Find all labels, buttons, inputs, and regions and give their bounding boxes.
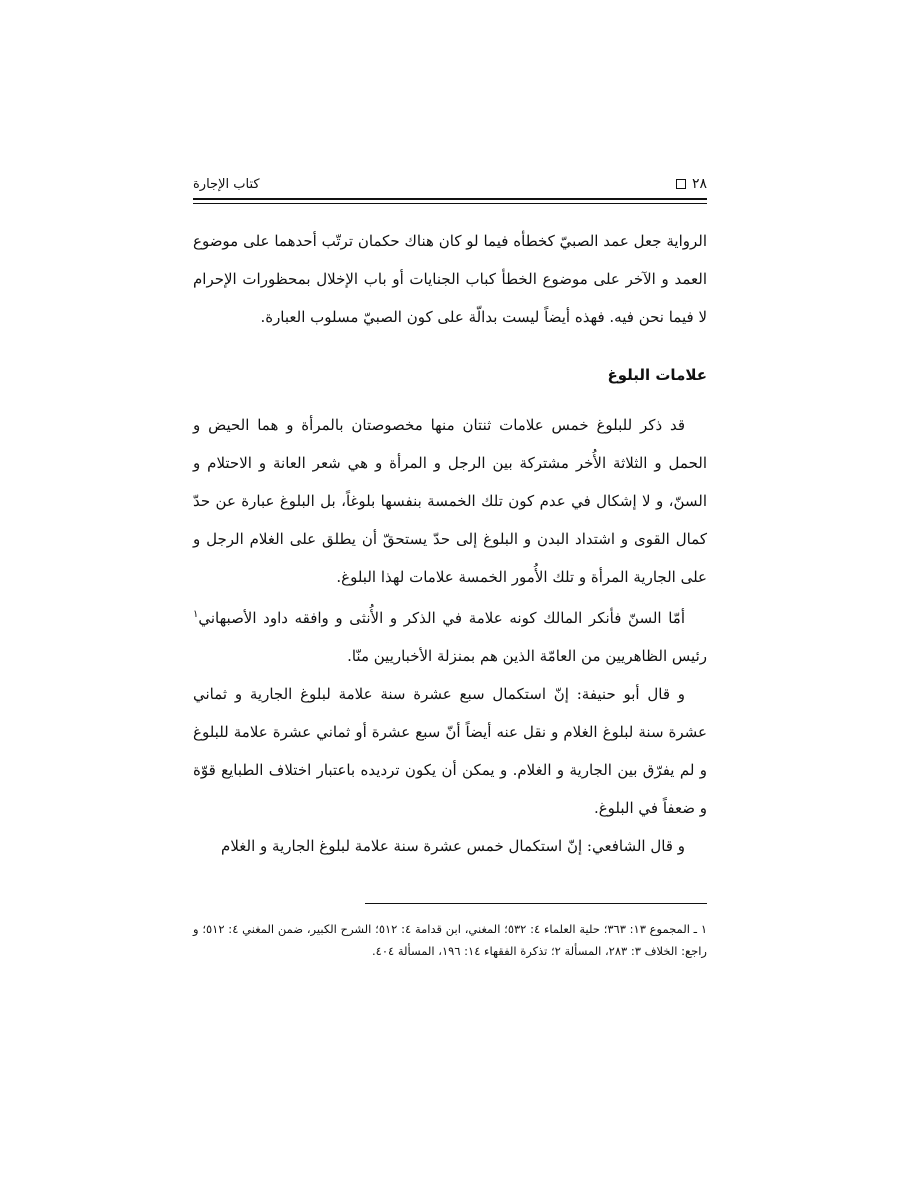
page-number-group — [676, 176, 707, 192]
paragraph-1: الرواية جعل عمد الصبيّ كخطأه فيما لو كان هناك حكمان ترتّب أحدهما على موضوع العمد و الآخر على موضوع الخطأ كباب الجنايات أو باب الإخلال بمحظورات الإحرام لا فيما نحن فيه. فهذه أيضاً ليست بدالّة على كون الصبيّ مسلوب العبارة. — [193, 232, 707, 326]
header-rule-thick — [193, 198, 707, 200]
body-text — [193, 222, 707, 865]
paragraph-3 — [193, 596, 707, 675]
section-heading: علامات البلوغ — [607, 366, 707, 384]
footnote-ref[interactable]: ١ — [193, 609, 199, 620]
page-header — [193, 176, 707, 196]
footnote: ١ ـ المجموع ١٣: ٣٦٣؛ حلية العلماء ٤: ٥٣٢؛ المغني، ابن قدامة ٤: ٥١٢؛ الشرح الكبير، ضمن المغني ٤: ٥١٢؛ و راجع: الخلاف ٣: ٢٨٣، المسألة ٢؛ تذكرة الفقهاء ١٤: ١٩٦، المسألة ٤٠٤. — [193, 922, 708, 958]
paragraph-3-text: أمّا السنّ فأنكر المالك كونه علامة في الذكر و الأُنثى و وافقه داود الأصبهاني — [198, 609, 685, 627]
square-icon — [676, 179, 686, 189]
paragraph-4: و قال أبو حنيفة: إنّ استكمال سبع عشرة سنة علامة لبلوغ الجارية و ثماني عشرة سنة لبلوغ الغلام و نقل عنه أيضاً أنّ سبع عشرة أو ثماني عشرة علامة للبلوغ و لم يفرّق بين الجارية و الغلام. و يمكن أن يكون ترديده باعتبار اختلاف الطبايع قوّة و ضعفاً في البلوغ. — [193, 685, 707, 817]
paragraph-3-cont: رئيس الظاهريين من العامّة الذين هم بمنزلة الأخباريين منّا. — [347, 647, 707, 665]
paragraph-2: قد ذكر للبلوغ خمس علامات ثنتان منها مخصوصتان بالمرأة و هما الحيض و الحمل و الثلاثة الأُخر مشتركة بين الرجل و المرأة و هي شعر العانة و الاحتلام و السنّ، و لا إشكال في عدم كون تلك الخمسة بنفسها بلوغاً، بل البلوغ عبارة عن حدّ كمال القوى و اشتداد البدن و البلوغ إلى حدّ يستحقّ أن يطلق على الغلام الرجل و على الجارية المرأة و تلك الأُمور الخمسة علامات لهذا البلوغ. — [193, 416, 707, 586]
header-rule-thin — [193, 203, 707, 204]
page-number: ٢٨ — [691, 176, 707, 192]
book-title: كتاب الإجارة — [193, 177, 260, 192]
paragraph-5: و قال الشافعي: إنّ استكمال خمس عشرة سنة علامة لبلوغ الجارية و الغلام — [221, 837, 685, 855]
footnote-rule — [365, 903, 707, 904]
